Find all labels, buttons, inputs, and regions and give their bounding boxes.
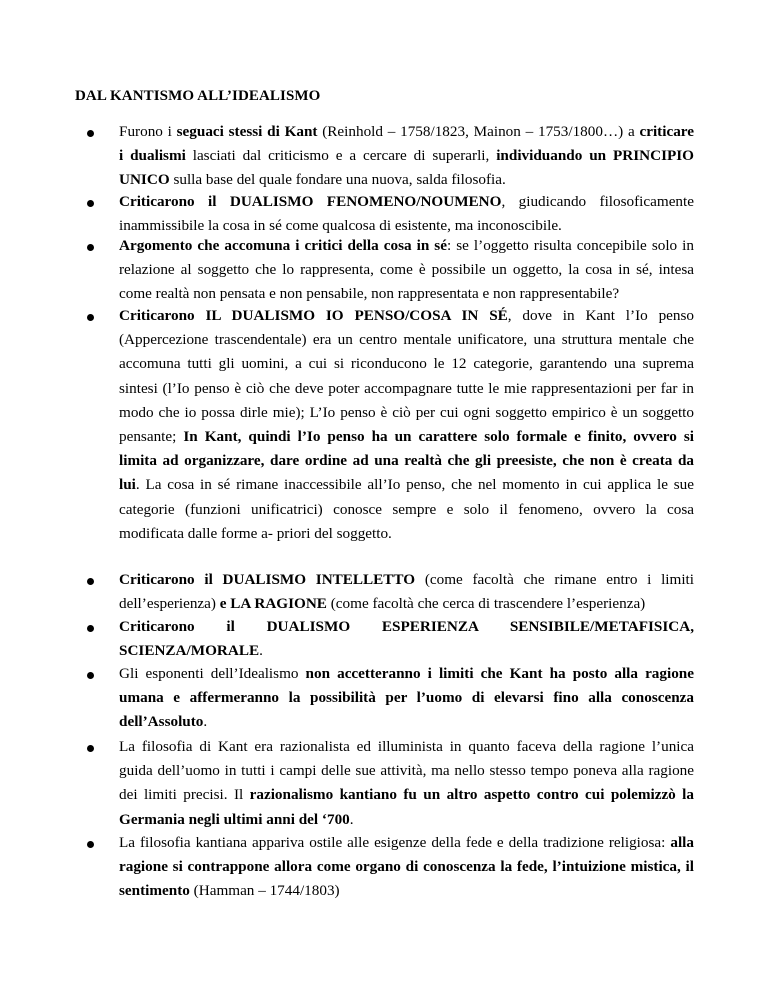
text-line: (Appercezione trascendentale) era un centro mentale unificatore, una struttura mentale che	[119, 331, 694, 349]
text-line: Criticarono il DUALISMO INTELLETTO (come facoltà che rimane entro i limiti	[119, 571, 694, 588]
bullet-icon	[87, 841, 94, 848]
text-line: lui. La cosa in sé rimane inaccessibile all’Io penso, che nel momento in cui applica le sue	[119, 476, 694, 494]
text-line: La filosofia kantiana appariva ostile alle esigenze della fede e della tradizione religiosa: alla	[119, 834, 694, 851]
text-line: categorie (funzioni unificatrici) conosce sempre e solo il fenomeno, ovvero la cosa	[119, 500, 694, 518]
bullet-icon	[87, 130, 94, 137]
bullet-icon	[87, 578, 94, 585]
document-title: DAL KANTISMO ALL’IDEALISMO	[75, 88, 321, 104]
text-line: La filosofia di Kant era razionalista ed illuminista in quanto faceva della ragione l’unica	[119, 738, 694, 755]
text-line: ragione si contrappone allora come organo di conoscenza la fede, l’intuizione mistica, il	[119, 858, 694, 876]
text-line: Criticarono il DUALISMO FENOMENO/NOUMENO, giudicando filosoficamente	[119, 193, 694, 210]
text-line: dell’Assoluto.	[119, 713, 208, 731]
text-line: Furono i seguaci stessi di Kant (Reinhold – 1758/1823, Mainon – 1753/1800…) a criticare	[119, 123, 694, 140]
text-line: modificata dalle forme a- priori del soggetto.	[119, 524, 392, 542]
bullet-icon	[87, 672, 94, 679]
text-line: umana e affermeranno la possibilità per l’uomo di elevarsi fino alla conoscenza	[119, 689, 694, 707]
text-line: modo che io possa dirle mie); L’Io penso è ciò per cui ogni soggetto empirico è un soggetto	[119, 403, 694, 421]
text-line: pensante; In Kant, quindi l’Io penso ha un carattere solo formale e finito, ovvero si	[119, 428, 694, 445]
text-line: accomuna tutti gli uomini, a cui si riconducono le 12 categorie, garantendo una suprema	[119, 355, 694, 373]
text-line: inammissibile la cosa in sé come qualcosa di esistente, ma inconoscibile.	[119, 217, 562, 235]
text-line: UNICO sulla base del quale fondare una nuova, salda filosofia.	[119, 171, 506, 189]
bullet-icon	[87, 625, 94, 632]
text-line: i dualismi lasciati dal criticismo e a cercare di superarli, individuando un PRINCIPIO	[119, 147, 694, 165]
text-line: sentimento (Hamman – 1744/1803)	[119, 882, 340, 900]
text-line: guida dell’uomo in tutti i campi delle sue attività, ma nello stesso tempo poneva alla ragione	[119, 762, 694, 780]
bullet-icon	[87, 314, 94, 321]
text-line: come realtà non pensata e non pensabile, non rappresentata e non rappresentabile?	[119, 285, 620, 303]
bullet-icon	[87, 745, 94, 752]
bullet-icon	[87, 244, 94, 251]
bullet-icon	[87, 200, 94, 207]
text-line: Argomento che accomuna i critici della cosa in sé: se l’oggetto risulta concepibile solo in	[119, 237, 694, 254]
text-line: Germania negli ultimi anni del ‘700.	[119, 810, 354, 828]
text-line: SCIENZA/MORALE.	[119, 642, 263, 660]
text-line: Criticarono il DUALISMO ESPERIENZA SENSIBILE/METAFISICA,	[119, 618, 694, 635]
text-line: Criticarono IL DUALISMO IO PENSO/COSA IN SÉ, dove in Kant l’Io penso	[119, 307, 694, 324]
text-line: relazione al soggetto che lo rappresenta, come è possibile un oggetto, la cosa in sé, intesa	[119, 261, 694, 279]
text-line: dell’esperienza) e LA RAGIONE (come facoltà che cerca di trascendere l’esperienza)	[119, 595, 646, 613]
text-line: dei limiti precisi. Il razionalismo kantiano fu un altro aspetto contro cui polemizzò la	[119, 786, 694, 804]
text-line: sintesi (l’Io penso è ciò che deve poter accompagnare tutte le mie rappresentazioni per far in	[119, 379, 694, 397]
text-line: limita ad organizzare, dare ordine ad una realtà che gli preesiste, che non è creata da	[119, 452, 694, 470]
text-line: Gli esponenti dell’Idealismo non accetteranno i limiti che Kant ha posto alla ragione	[119, 665, 694, 682]
